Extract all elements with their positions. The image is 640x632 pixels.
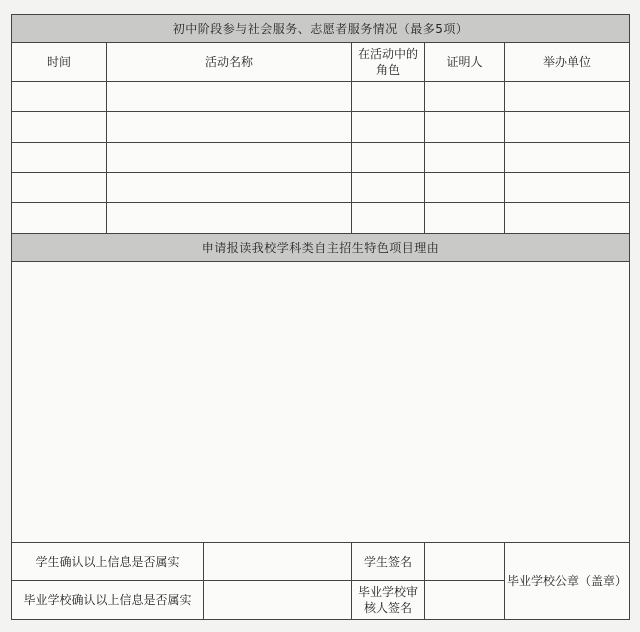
- cell-activity-name[interactable]: [107, 81, 352, 111]
- school-reviewer-label-line1: 毕业学校审: [357, 585, 418, 600]
- table-row: [12, 142, 630, 172]
- cell-activity-name[interactable]: [107, 203, 352, 233]
- student-signature-field[interactable]: [425, 542, 505, 581]
- reason-row: [12, 262, 630, 543]
- cell-activity-name[interactable]: [107, 112, 352, 142]
- cell-organizer[interactable]: [505, 142, 630, 172]
- school-reviewer-label-line2: 核人签名: [363, 601, 412, 616]
- col-header-activity-name: 活动名称: [107, 43, 352, 82]
- student-confirm-label: 学生确认以上信息是否属实: [12, 542, 204, 581]
- cell-activity-name[interactable]: [107, 173, 352, 203]
- cell-witness[interactable]: [425, 81, 505, 111]
- school-confirm-label: 毕业学校确认以上信息是否属实: [12, 581, 204, 620]
- application-form-table: [11, 14, 630, 620]
- section2-title: 申请报读我校学科类自主招生特色项目理由: [12, 233, 630, 261]
- cell-time[interactable]: [12, 173, 107, 203]
- cell-organizer[interactable]: [505, 112, 630, 142]
- student-confirm-field[interactable]: [204, 542, 352, 581]
- col-header-organizer: 举办单位: [505, 43, 630, 82]
- student-signature-label: 学生签名: [352, 542, 425, 581]
- cell-witness[interactable]: [425, 142, 505, 172]
- table-row: [12, 81, 630, 111]
- col-header-role-line2: 角色: [375, 63, 400, 78]
- reason-text-area[interactable]: [12, 262, 630, 543]
- cell-organizer[interactable]: [505, 81, 630, 111]
- cell-role[interactable]: [352, 173, 425, 203]
- cell-time[interactable]: [12, 81, 107, 111]
- col-header-role-line1: 在活动中的: [357, 47, 418, 62]
- table-row: [12, 203, 630, 233]
- section2-header-row: [12, 233, 630, 261]
- cell-organizer[interactable]: [505, 203, 630, 233]
- cell-witness[interactable]: [425, 173, 505, 203]
- school-confirm-field[interactable]: [204, 581, 352, 620]
- table-row: [12, 173, 630, 203]
- school-reviewer-field[interactable]: [425, 581, 505, 620]
- cell-time[interactable]: [12, 203, 107, 233]
- section1-title: 初中阶段参与社会服务、志愿者服务情况（最多5项）: [12, 15, 630, 43]
- col-header-role: [352, 43, 425, 82]
- table-row: [12, 112, 630, 142]
- school-reviewer-label: [352, 581, 425, 620]
- school-seal-label: 毕业学校公章（盖章）: [505, 542, 630, 619]
- section1-header-row: [12, 15, 630, 43]
- cell-witness[interactable]: [425, 112, 505, 142]
- cell-organizer[interactable]: [505, 173, 630, 203]
- cell-time[interactable]: [12, 142, 107, 172]
- cell-time[interactable]: [12, 112, 107, 142]
- col-header-time: 时间: [12, 43, 107, 82]
- col-header-witness: 证明人: [425, 43, 505, 82]
- cell-role[interactable]: [352, 112, 425, 142]
- cell-witness[interactable]: [425, 203, 505, 233]
- cell-role[interactable]: [352, 142, 425, 172]
- cell-role[interactable]: [352, 81, 425, 111]
- footer-row-student: [12, 542, 630, 581]
- cell-activity-name[interactable]: [107, 142, 352, 172]
- column-header-row: [12, 43, 630, 82]
- cell-role[interactable]: [352, 203, 425, 233]
